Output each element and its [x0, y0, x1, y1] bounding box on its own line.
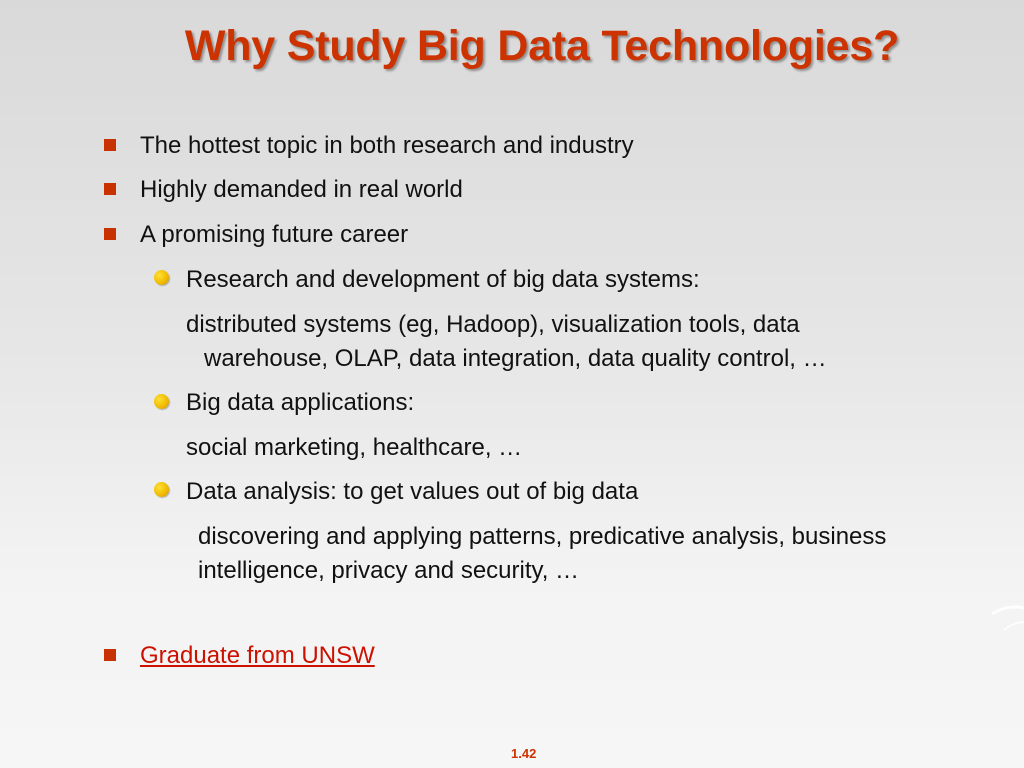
graduate-unsw-link[interactable]: Graduate from UNSW — [140, 642, 375, 669]
decorative-swoosh-icon — [990, 600, 1024, 640]
sub-bullet-detail: distributed systems (eg, Hadoop), visualization tools, data — [186, 311, 800, 338]
sub-bullet-detail: warehouse, OLAP, data integration, data quality control, … — [204, 345, 827, 372]
sub-bullet-text: Research and development of big data systems: — [186, 266, 700, 293]
sub-bullet-text: Big data applications: — [186, 389, 415, 416]
bullet-dot-icon — [154, 394, 169, 409]
bullet-square-icon — [104, 228, 116, 240]
sub-bullet-detail: intelligence, privacy and security, … — [198, 557, 580, 584]
sub-bullet-detail: discovering and applying patterns, predicative analysis, business — [198, 523, 887, 550]
sub-bullet-text: Data analysis: to get values out of big data — [186, 478, 639, 505]
slide-title: Why Study Big Data Technologies? — [184, 22, 900, 70]
bullet-text: A promising future career — [140, 221, 409, 248]
bullet-square-icon — [104, 649, 116, 661]
bullet-square-icon — [104, 139, 116, 151]
page-number: 1.42 — [511, 746, 537, 761]
bullet-dot-icon — [154, 270, 169, 285]
bullet-text: Highly demanded in real world — [140, 176, 463, 203]
bullet-square-icon — [104, 183, 116, 195]
sub-bullet-detail: social marketing, healthcare, … — [186, 434, 523, 461]
bullet-text: The hottest topic in both research and industry — [140, 132, 634, 159]
bullet-dot-icon — [154, 482, 169, 497]
